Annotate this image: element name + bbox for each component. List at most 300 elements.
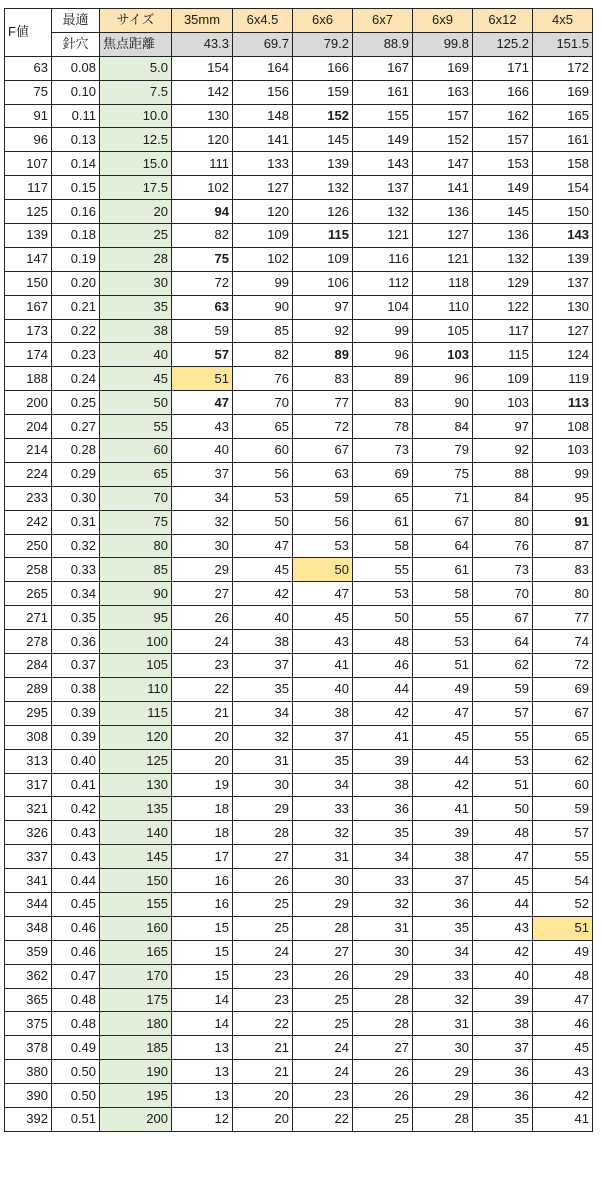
val-4x5-cell: 62	[533, 749, 593, 773]
val-35mm-cell: 16	[172, 892, 233, 916]
val-4x5-cell: 42	[533, 1084, 593, 1108]
val-35mm-cell: 75	[172, 247, 233, 271]
val-6x9-cell: 127	[413, 224, 473, 248]
table-row	[5, 343, 593, 367]
val-6x6-cell: 27	[293, 940, 353, 964]
f-value-cell: 313	[5, 749, 52, 773]
table-row	[5, 319, 593, 343]
val-6x7-cell: 50	[353, 606, 413, 630]
val-4x5-cell: 80	[533, 582, 593, 606]
val-6x4-5-cell: 25	[233, 916, 293, 940]
val-6x12-cell: 36	[473, 1084, 533, 1108]
f-value-cell: 258	[5, 558, 52, 582]
val-35mm-cell: 40	[172, 439, 233, 463]
size-cell: 155	[100, 892, 172, 916]
val-35mm-cell: 27	[172, 582, 233, 606]
val-6x12-cell: 115	[473, 343, 533, 367]
val-35mm-cell: 63	[172, 295, 233, 319]
val-6x6-cell: 40	[293, 677, 353, 701]
val-6x4-5-cell: 26	[233, 869, 293, 893]
val-6x6-cell: 38	[293, 701, 353, 725]
table-row	[5, 773, 593, 797]
val-6x6-cell: 145	[293, 128, 353, 152]
val-6x12-cell: 44	[473, 892, 533, 916]
optimal-pinhole-cell: 0.27	[52, 415, 100, 439]
size-cell: 60	[100, 439, 172, 463]
optimal-pinhole-cell: 0.35	[52, 606, 100, 630]
size-cell: 120	[100, 725, 172, 749]
val-6x4-5-cell: 38	[233, 630, 293, 654]
val-6x9-cell: 44	[413, 749, 473, 773]
f-value-cell: 107	[5, 152, 52, 176]
val-6x4-5-cell: 133	[233, 152, 293, 176]
val-6x9-cell: 55	[413, 606, 473, 630]
val-6x4-5-cell: 70	[233, 391, 293, 415]
val-6x7-cell: 104	[353, 295, 413, 319]
val-6x9-cell: 141	[413, 176, 473, 200]
f-value-cell: 321	[5, 797, 52, 821]
val-35mm-cell: 47	[172, 391, 233, 415]
f-value-cell: 295	[5, 701, 52, 725]
f-value-cell: 214	[5, 439, 52, 463]
val-6x7-cell: 65	[353, 486, 413, 510]
val-6x7-cell: 28	[353, 1012, 413, 1036]
val-6x7-cell: 78	[353, 415, 413, 439]
optimal-pinhole-cell: 0.25	[52, 391, 100, 415]
val-6x12-cell: 43	[473, 916, 533, 940]
val-4x5-cell: 137	[533, 271, 593, 295]
val-6x12-cell: 145	[473, 200, 533, 224]
val-6x4-5-cell: 34	[233, 701, 293, 725]
val-6x7-cell: 89	[353, 367, 413, 391]
val-6x6-cell: 26	[293, 964, 353, 988]
val-35mm-cell: 12	[172, 1107, 233, 1131]
val-6x6-cell: 152	[293, 104, 353, 128]
val-6x12-cell: 42	[473, 940, 533, 964]
size-cell: 130	[100, 773, 172, 797]
val-35mm-cell: 14	[172, 988, 233, 1012]
table-row	[5, 247, 593, 271]
val-6x4-5-cell: 45	[233, 558, 293, 582]
optimal-pinhole-cell: 0.18	[52, 224, 100, 248]
val-35mm-cell: 72	[172, 271, 233, 295]
f-value-cell: 173	[5, 319, 52, 343]
val-6x6-cell: 67	[293, 439, 353, 463]
val-35mm-cell: 15	[172, 964, 233, 988]
val-6x4-5-cell: 20	[233, 1107, 293, 1131]
val-6x9-cell: 41	[413, 797, 473, 821]
val-4x5-cell: 103	[533, 439, 593, 463]
format-focal-6x12: 125.2	[473, 32, 533, 56]
size-cell: 160	[100, 916, 172, 940]
val-4x5-cell: 74	[533, 630, 593, 654]
size-cell: 5.0	[100, 56, 172, 80]
val-6x4-5-cell: 141	[233, 128, 293, 152]
f-value-cell: 167	[5, 295, 52, 319]
val-6x9-cell: 31	[413, 1012, 473, 1036]
val-6x7-cell: 167	[353, 56, 413, 80]
val-6x12-cell: 122	[473, 295, 533, 319]
val-4x5-cell: 83	[533, 558, 593, 582]
f-value-cell: 265	[5, 582, 52, 606]
val-4x5-cell: 52	[533, 892, 593, 916]
val-6x12-cell: 70	[473, 582, 533, 606]
val-6x6-cell: 109	[293, 247, 353, 271]
val-6x4-5-cell: 24	[233, 940, 293, 964]
val-6x6-cell: 166	[293, 56, 353, 80]
val-6x12-cell: 51	[473, 773, 533, 797]
val-6x9-cell: 49	[413, 677, 473, 701]
val-6x7-cell: 33	[353, 869, 413, 893]
val-35mm-cell: 32	[172, 510, 233, 534]
val-4x5-cell: 72	[533, 654, 593, 678]
val-6x4-5-cell: 32	[233, 725, 293, 749]
table-row	[5, 1107, 593, 1131]
optimal-pinhole-cell: 0.47	[52, 964, 100, 988]
val-4x5-cell: 161	[533, 128, 593, 152]
val-6x4-5-cell: 35	[233, 677, 293, 701]
val-6x7-cell: 155	[353, 104, 413, 128]
table-row	[5, 654, 593, 678]
val-6x12-cell: 97	[473, 415, 533, 439]
optimal-pinhole-cell: 0.32	[52, 534, 100, 558]
val-6x4-5-cell: 156	[233, 80, 293, 104]
table-row	[5, 152, 593, 176]
f-value-cell: 375	[5, 1012, 52, 1036]
f-value-cell: 188	[5, 367, 52, 391]
val-6x9-cell: 84	[413, 415, 473, 439]
f-value-cell: 91	[5, 104, 52, 128]
val-35mm-cell: 18	[172, 797, 233, 821]
val-6x4-5-cell: 25	[233, 892, 293, 916]
val-6x6-cell: 47	[293, 582, 353, 606]
format-focal-6x4-5: 69.7	[233, 32, 293, 56]
val-6x9-cell: 36	[413, 892, 473, 916]
val-6x7-cell: 25	[353, 1107, 413, 1131]
size-cell: 40	[100, 343, 172, 367]
size-cell: 165	[100, 940, 172, 964]
table-row	[5, 1084, 593, 1108]
val-35mm-cell: 102	[172, 176, 233, 200]
val-6x12-cell: 92	[473, 439, 533, 463]
val-35mm-cell: 82	[172, 224, 233, 248]
f-value-cell: 250	[5, 534, 52, 558]
optimal-pinhole-cell: 0.43	[52, 821, 100, 845]
val-6x9-cell: 29	[413, 1084, 473, 1108]
val-6x9-cell: 37	[413, 869, 473, 893]
format-focal-6x9: 99.8	[413, 32, 473, 56]
val-6x7-cell: 26	[353, 1060, 413, 1084]
val-6x12-cell: 157	[473, 128, 533, 152]
optimal-pinhole-cell: 0.19	[52, 247, 100, 271]
f-value-header: F値	[5, 9, 52, 57]
val-35mm-cell: 13	[172, 1060, 233, 1084]
val-35mm-cell: 94	[172, 200, 233, 224]
val-6x12-cell: 53	[473, 749, 533, 773]
val-6x4-5-cell: 109	[233, 224, 293, 248]
size-header: サイズ	[100, 9, 172, 33]
val-6x6-cell: 30	[293, 869, 353, 893]
val-6x7-cell: 132	[353, 200, 413, 224]
f-value-cell: 63	[5, 56, 52, 80]
val-4x5-cell: 150	[533, 200, 593, 224]
val-6x9-cell: 105	[413, 319, 473, 343]
val-6x12-cell: 84	[473, 486, 533, 510]
val-6x7-cell: 69	[353, 462, 413, 486]
optimal-pinhole-cell: 0.34	[52, 582, 100, 606]
size-cell: 110	[100, 677, 172, 701]
val-6x12-cell: 47	[473, 845, 533, 869]
size-cell: 175	[100, 988, 172, 1012]
val-4x5-cell: 49	[533, 940, 593, 964]
val-6x7-cell: 61	[353, 510, 413, 534]
table-row	[5, 367, 593, 391]
table-row	[5, 582, 593, 606]
val-6x12-cell: 80	[473, 510, 533, 534]
val-35mm-cell: 30	[172, 534, 233, 558]
val-6x9-cell: 152	[413, 128, 473, 152]
val-6x12-cell: 171	[473, 56, 533, 80]
val-6x4-5-cell: 76	[233, 367, 293, 391]
optimal-pinhole-cell: 0.45	[52, 892, 100, 916]
val-6x12-cell: 88	[473, 462, 533, 486]
val-6x7-cell: 36	[353, 797, 413, 821]
table-row	[5, 988, 593, 1012]
size-cell: 100	[100, 630, 172, 654]
val-6x6-cell: 23	[293, 1084, 353, 1108]
format-header-35mm: 35mm	[172, 9, 233, 33]
val-6x7-cell: 39	[353, 749, 413, 773]
optimal-pinhole-cell: 0.14	[52, 152, 100, 176]
val-4x5-cell: 154	[533, 176, 593, 200]
val-4x5-cell: 60	[533, 773, 593, 797]
val-6x4-5-cell: 23	[233, 964, 293, 988]
val-6x12-cell: 39	[473, 988, 533, 1012]
val-35mm-cell: 57	[172, 343, 233, 367]
val-35mm-cell: 16	[172, 869, 233, 893]
val-4x5-cell: 54	[533, 869, 593, 893]
f-value-cell: 341	[5, 869, 52, 893]
f-value-cell: 284	[5, 654, 52, 678]
optimal-pinhole-cell: 0.23	[52, 343, 100, 367]
size-cell: 45	[100, 367, 172, 391]
table-row	[5, 677, 593, 701]
table-row	[5, 558, 593, 582]
optimal-pinhole-cell: 0.33	[52, 558, 100, 582]
val-6x4-5-cell: 90	[233, 295, 293, 319]
table-row	[5, 176, 593, 200]
table-row	[5, 80, 593, 104]
size-cell: 12.5	[100, 128, 172, 152]
optimal-pinhole-cell: 0.28	[52, 439, 100, 463]
f-value-cell: 317	[5, 773, 52, 797]
val-4x5-cell: 77	[533, 606, 593, 630]
val-6x7-cell: 73	[353, 439, 413, 463]
size-cell: 28	[100, 247, 172, 271]
f-value-cell: 278	[5, 630, 52, 654]
val-6x9-cell: 35	[413, 916, 473, 940]
size-cell: 80	[100, 534, 172, 558]
val-4x5-cell: 130	[533, 295, 593, 319]
val-4x5-cell: 124	[533, 343, 593, 367]
val-35mm-cell: 142	[172, 80, 233, 104]
table-row	[5, 725, 593, 749]
size-cell: 140	[100, 821, 172, 845]
table-row	[5, 224, 593, 248]
format-focal-6x6: 79.2	[293, 32, 353, 56]
val-6x9-cell: 45	[413, 725, 473, 749]
table-row	[5, 56, 593, 80]
f-value-cell: 362	[5, 964, 52, 988]
size-cell: 125	[100, 749, 172, 773]
size-cell: 35	[100, 295, 172, 319]
val-4x5-cell: 95	[533, 486, 593, 510]
format-focal-6x7: 88.9	[353, 32, 413, 56]
val-6x9-cell: 121	[413, 247, 473, 271]
size-cell: 180	[100, 1012, 172, 1036]
val-6x4-5-cell: 21	[233, 1036, 293, 1060]
val-6x6-cell: 24	[293, 1036, 353, 1060]
val-6x4-5-cell: 127	[233, 176, 293, 200]
table-row	[5, 916, 593, 940]
f-value-cell: 308	[5, 725, 52, 749]
val-6x7-cell: 41	[353, 725, 413, 749]
table-row	[5, 439, 593, 463]
val-6x7-cell: 28	[353, 988, 413, 1012]
val-35mm-cell: 17	[172, 845, 233, 869]
val-6x4-5-cell: 22	[233, 1012, 293, 1036]
val-4x5-cell: 172	[533, 56, 593, 80]
table-row	[5, 295, 593, 319]
table-row	[5, 104, 593, 128]
val-6x12-cell: 132	[473, 247, 533, 271]
val-35mm-cell: 120	[172, 128, 233, 152]
focal-length-table	[4, 8, 593, 1132]
optimal-pinhole-cell: 0.24	[52, 367, 100, 391]
val-6x9-cell: 38	[413, 845, 473, 869]
val-6x12-cell: 117	[473, 319, 533, 343]
optimal-pinhole-cell: 0.40	[52, 749, 100, 773]
val-6x6-cell: 63	[293, 462, 353, 486]
val-6x6-cell: 25	[293, 988, 353, 1012]
val-6x12-cell: 149	[473, 176, 533, 200]
size-cell: 190	[100, 1060, 172, 1084]
focal-length-header: 焦点距離	[100, 32, 172, 56]
optimal-pinhole-cell: 0.50	[52, 1060, 100, 1084]
optimal-pinhole-cell: 0.51	[52, 1107, 100, 1131]
val-6x9-cell: 163	[413, 80, 473, 104]
f-value-cell: 224	[5, 462, 52, 486]
val-35mm-cell: 15	[172, 916, 233, 940]
val-4x5-cell: 65	[533, 725, 593, 749]
f-value-cell: 96	[5, 128, 52, 152]
format-focal-4x5: 151.5	[533, 32, 593, 56]
format-header-6x6: 6x6	[293, 9, 353, 33]
val-6x7-cell: 31	[353, 916, 413, 940]
val-6x4-5-cell: 27	[233, 845, 293, 869]
f-value-cell: 242	[5, 510, 52, 534]
val-6x4-5-cell: 28	[233, 821, 293, 845]
val-6x4-5-cell: 37	[233, 654, 293, 678]
val-6x9-cell: 33	[413, 964, 473, 988]
val-6x9-cell: 51	[413, 654, 473, 678]
val-6x9-cell: 96	[413, 367, 473, 391]
val-6x12-cell: 153	[473, 152, 533, 176]
val-4x5-cell: 113	[533, 391, 593, 415]
table-row	[5, 271, 593, 295]
table-row	[5, 415, 593, 439]
table-row	[5, 1060, 593, 1084]
size-cell: 145	[100, 845, 172, 869]
f-value-cell: 233	[5, 486, 52, 510]
val-35mm-cell: 51	[172, 367, 233, 391]
f-value-cell: 200	[5, 391, 52, 415]
val-6x9-cell: 42	[413, 773, 473, 797]
val-6x7-cell: 35	[353, 821, 413, 845]
val-4x5-cell: 59	[533, 797, 593, 821]
optimal-pinhole-cell: 0.41	[52, 773, 100, 797]
f-value-cell: 117	[5, 176, 52, 200]
val-6x7-cell: 55	[353, 558, 413, 582]
val-6x7-cell: 53	[353, 582, 413, 606]
table-row	[5, 534, 593, 558]
optimal-pinhole-cell: 0.49	[52, 1036, 100, 1060]
val-6x6-cell: 159	[293, 80, 353, 104]
table-row	[5, 462, 593, 486]
val-6x7-cell: 29	[353, 964, 413, 988]
f-value-cell: 378	[5, 1036, 52, 1060]
size-cell: 25	[100, 224, 172, 248]
val-6x12-cell: 109	[473, 367, 533, 391]
table-row	[5, 606, 593, 630]
val-4x5-cell: 45	[533, 1036, 593, 1060]
val-6x12-cell: 40	[473, 964, 533, 988]
val-6x12-cell: 129	[473, 271, 533, 295]
val-6x6-cell: 59	[293, 486, 353, 510]
val-6x9-cell: 157	[413, 104, 473, 128]
optimal-pinhole-cell: 0.50	[52, 1084, 100, 1108]
val-6x9-cell: 147	[413, 152, 473, 176]
size-cell: 170	[100, 964, 172, 988]
optimal-pinhole-cell: 0.39	[52, 725, 100, 749]
val-35mm-cell: 23	[172, 654, 233, 678]
f-value-cell: 365	[5, 988, 52, 1012]
header-row-1	[5, 9, 593, 33]
val-6x7-cell: 27	[353, 1036, 413, 1060]
val-6x9-cell: 136	[413, 200, 473, 224]
val-6x12-cell: 35	[473, 1107, 533, 1131]
val-35mm-cell: 111	[172, 152, 233, 176]
size-cell: 135	[100, 797, 172, 821]
val-6x4-5-cell: 53	[233, 486, 293, 510]
val-35mm-cell: 19	[172, 773, 233, 797]
val-6x7-cell: 143	[353, 152, 413, 176]
val-6x4-5-cell: 85	[233, 319, 293, 343]
val-6x9-cell: 53	[413, 630, 473, 654]
val-4x5-cell: 91	[533, 510, 593, 534]
optimal-pinhole-cell: 0.48	[52, 988, 100, 1012]
val-6x7-cell: 30	[353, 940, 413, 964]
f-value-cell: 348	[5, 916, 52, 940]
val-6x12-cell: 36	[473, 1060, 533, 1084]
val-6x7-cell: 112	[353, 271, 413, 295]
val-6x7-cell: 48	[353, 630, 413, 654]
size-cell: 20	[100, 200, 172, 224]
f-value-cell: 326	[5, 821, 52, 845]
format-header-6x9: 6x9	[413, 9, 473, 33]
val-6x12-cell: 59	[473, 677, 533, 701]
size-cell: 30	[100, 271, 172, 295]
